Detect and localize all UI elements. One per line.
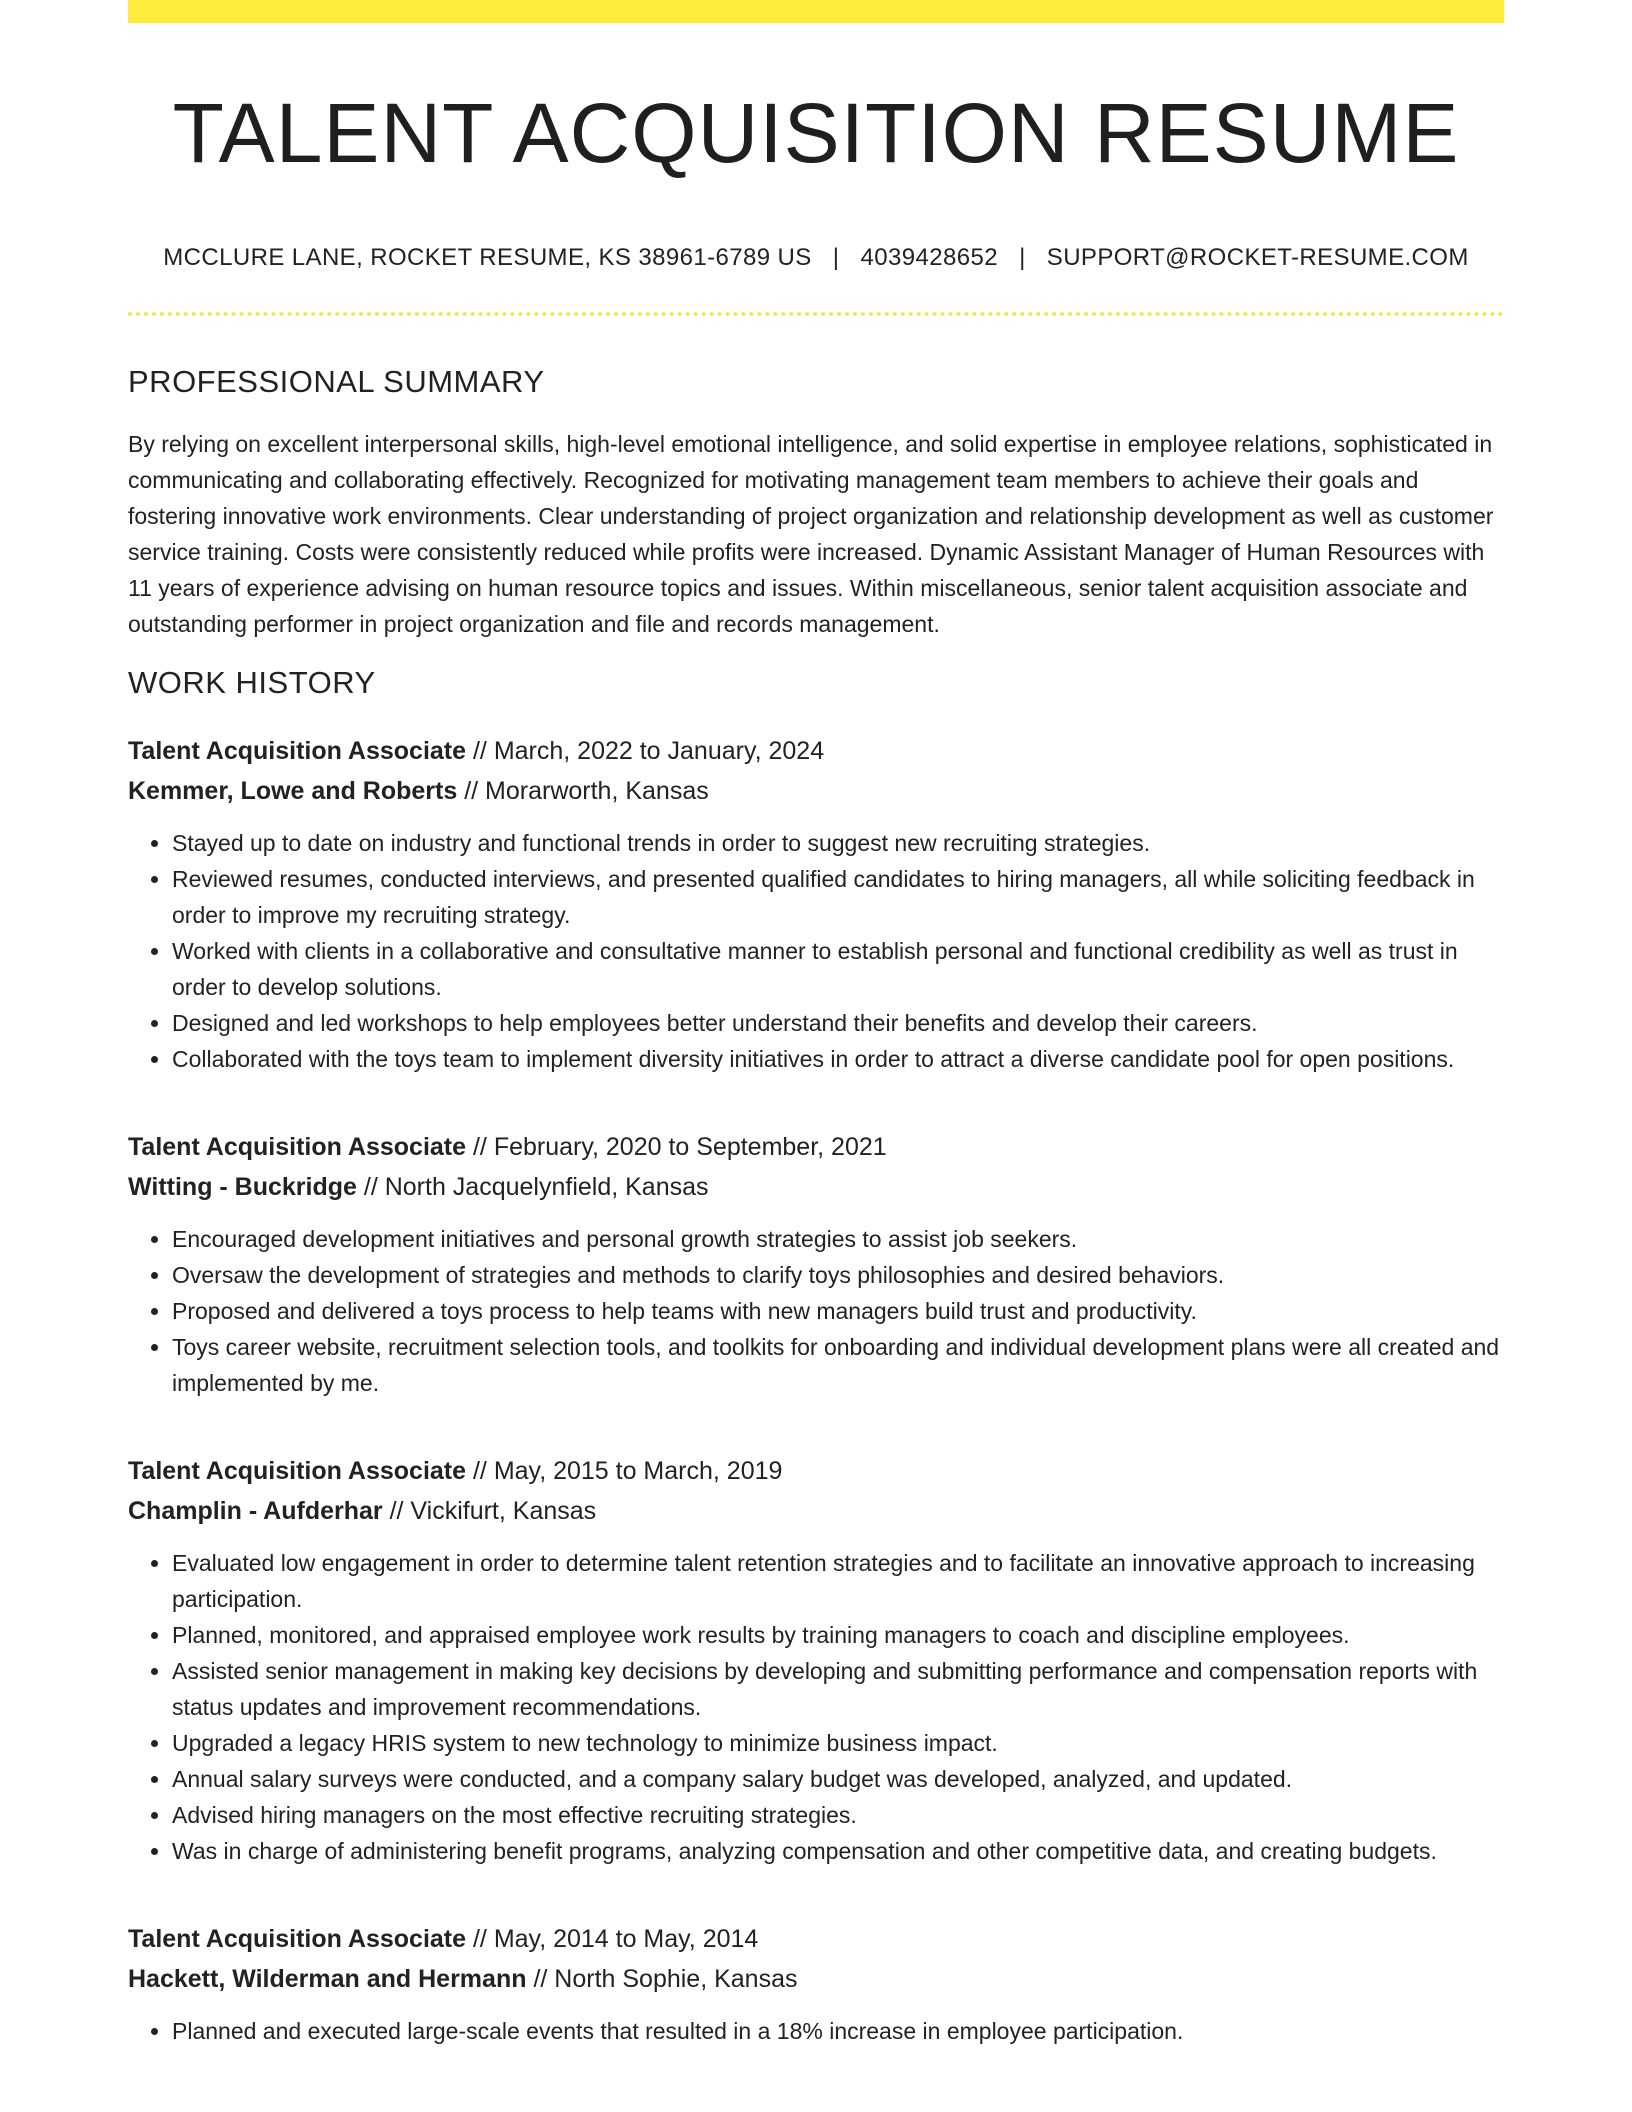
- job-entry: [128, 1127, 1504, 1401]
- job-bullet: • Proposed and delivered a toys process to help teams with new managers build trust and productivity.: [172, 1293, 1504, 1329]
- job-bullet: • Oversaw the development of strategies and methods to clarify toys philosophies and desired behaviors.: [172, 1257, 1504, 1293]
- job-dates: // May, 2014 to May, 2014: [466, 1924, 759, 1953]
- job-entry: [128, 1919, 1504, 2049]
- job-bullet: • Toys career website, recruitment selection tools, and toolkits for onboarding and individual development plans were all created and implemented by me.: [172, 1329, 1504, 1401]
- contact-line: [128, 244, 1504, 272]
- job-bullets: [128, 1545, 1504, 1869]
- job-title: Talent Acquisition Associate: [128, 1456, 467, 1485]
- work-history-list: [128, 731, 1504, 2049]
- job-location: // North Sophie, Kansas: [526, 1964, 798, 1993]
- job-title: Talent Acquisition Associate: [128, 1924, 467, 1953]
- job-location: // North Jacquelynfield, Kansas: [356, 1172, 709, 1201]
- accent-bar: [128, 0, 1504, 23]
- job-company: Kemmer, Lowe and Roberts: [128, 776, 458, 805]
- job-company: Witting - Buckridge: [128, 1172, 357, 1201]
- job-bullet: • Stayed up to date on industry and functional trends in order to suggest new recruiting strategies.: [172, 825, 1504, 861]
- job-bullet: • Worked with clients in a collaborative and consultative manner to establish personal and functional credibility as well as trust in order to develop solutions.: [172, 933, 1504, 1005]
- job-title-line: [128, 731, 1504, 771]
- job-title: Talent Acquisition Associate: [128, 1132, 467, 1161]
- job-company-line: [128, 1959, 1504, 1999]
- contact-phone: 4039428652: [860, 243, 998, 271]
- job-bullet: • Upgraded a legacy HRIS system to new technology to minimize business impact.: [172, 1725, 1504, 1761]
- dotted-divider: [128, 312, 1504, 316]
- contact-separator: |: [1019, 243, 1026, 271]
- job-bullet: • Advised hiring managers on the most effective recruiting strategies.: [172, 1797, 1504, 1833]
- job-bullet: • Annual salary surveys were conducted, and a company salary budget was developed, analyzed, and updated.: [172, 1761, 1504, 1797]
- job-title-line: [128, 1127, 1504, 1167]
- job-entry: [128, 1451, 1504, 1869]
- resume-title: TALENT ACQUISITION RESUME: [172, 86, 1460, 180]
- job-bullet: • Assisted senior management in making key decisions by developing and submitting performance and compensation reports with status updates and improvement recommendations.: [172, 1653, 1504, 1725]
- job-bullet: • Designed and led workshops to help employees better understand their benefits and develop their careers.: [172, 1005, 1504, 1041]
- contact-address: MCCLURE LANE, ROCKET RESUME, KS 38961-6789 US: [163, 243, 812, 271]
- contact-separator: |: [832, 243, 840, 271]
- job-bullet: • Evaluated low engagement in order to determine talent retention strategies and to facilitate an innovative approach to increasing participation.: [172, 1545, 1504, 1617]
- job-bullets: [128, 2013, 1504, 2049]
- job-bullets: [128, 1221, 1504, 1401]
- job-company-line: [128, 771, 1504, 811]
- job-dates: // February, 2020 to September, 2021: [466, 1132, 887, 1161]
- job-company: Champlin - Aufderhar: [128, 1496, 383, 1525]
- job-entry: [128, 731, 1504, 1077]
- job-bullet: • Collaborated with the toys team to implement diversity initiatives in order to attract a diverse candidate pool for open positions.: [172, 1041, 1504, 1077]
- job-location: // Morarworth, Kansas: [457, 776, 709, 805]
- summary-text: By relying on excellent interpersonal skills, high-level emotional intelligence, and solid expertise in employee relations, sophisticated in communicating and collaborating effectively. Recognized for motivating management team members to achieve their goals and fostering innovative work environments. Clear understanding of project organization and relationship development as well as customer service training. Costs were consistently reduced while profits were increased. Dynamic Assistant Manager of Human Resources with 11 years of experience advising on human resource topics and issues. Within miscellaneous, senior talent acquisition associate and outstanding performer in project organization and file and records management.: [128, 430, 1494, 637]
- job-bullet: • Reviewed resumes, conducted interviews, and presented qualified candidates to hiring managers, all while soliciting feedback in order to improve my recruiting strategy.: [172, 861, 1504, 933]
- job-company: Hackett, Wilderman and Hermann: [128, 1964, 527, 1993]
- job-title-line: [128, 1451, 1504, 1491]
- job-dates: // May, 2015 to March, 2019: [466, 1456, 783, 1485]
- resume-page: [128, 0, 1504, 2049]
- job-bullet: • Planned, monitored, and appraised employee work results by training managers to coach and discipline employees.: [172, 1617, 1504, 1653]
- job-company-line: [128, 1491, 1504, 1531]
- job-bullets: [128, 825, 1504, 1077]
- job-dates: // March, 2022 to January, 2024: [466, 736, 825, 765]
- job-location: // Vickifurt, Kansas: [382, 1496, 597, 1525]
- contact-email: SUPPORT@ROCKET-RESUME.COM: [1046, 243, 1469, 271]
- job-bullet: • Was in charge of administering benefit programs, analyzing compensation and other competitive data, and creating budgets.: [172, 1833, 1504, 1869]
- job-title: Talent Acquisition Associate: [128, 736, 467, 765]
- work-history-heading: WORK HISTORY: [128, 664, 376, 700]
- job-company-line: [128, 1167, 1504, 1207]
- job-bullet: • Encouraged development initiatives and personal growth strategies to assist job seekers.: [172, 1221, 1504, 1257]
- job-title-line: [128, 1919, 1504, 1959]
- summary-heading: PROFESSIONAL SUMMARY: [128, 363, 545, 399]
- job-bullet: • Planned and executed large-scale events that resulted in a 18% increase in employee participation.: [172, 2013, 1504, 2049]
